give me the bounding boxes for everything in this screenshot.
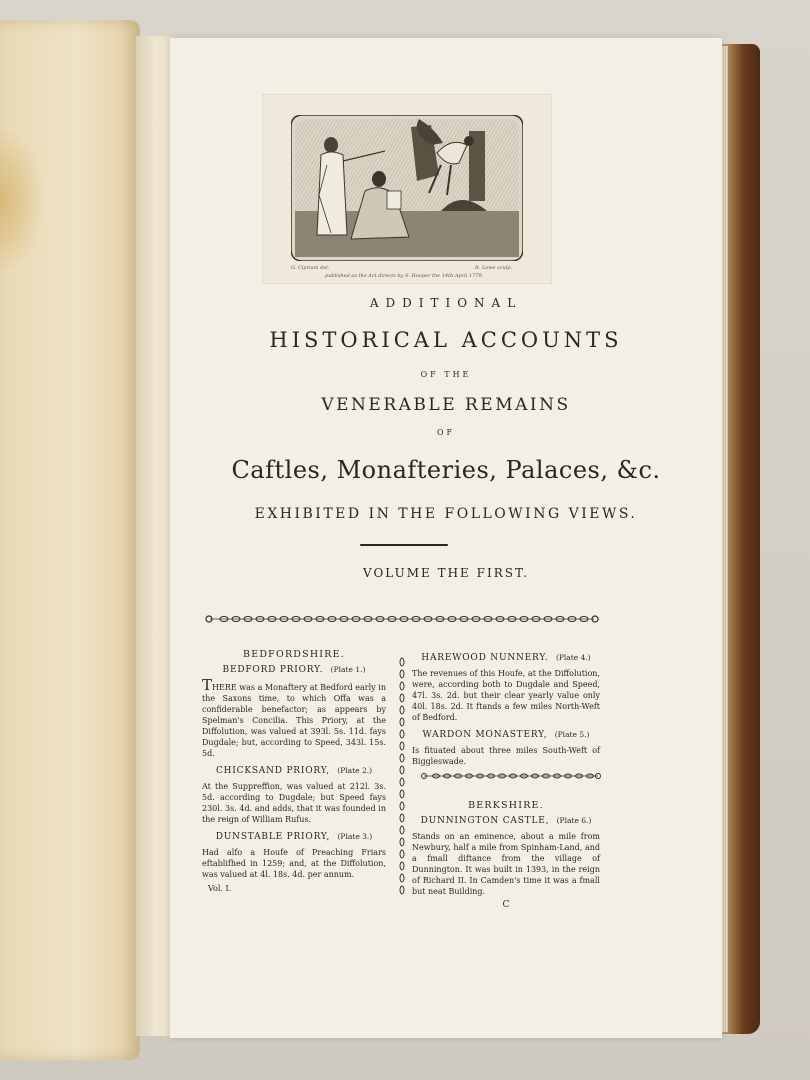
bedford-priory-title: BEDFORD PRIORY. [222,665,324,675]
title-venerable-remains: VENERABLE REMAINS [321,395,571,415]
wardon-monastery-title: WARDON MONASTERY, [422,730,548,740]
dunnington-castle-text: Stands on an eminence, about a mile from Newbury, half a mile from Spinham-Land, and a fmall diftance from the village of Dunnington. It was built in 1393, in the reign of Richard II. In Camden's time it was a fmall but neat Building. [412,832,600,896]
title-additional: ADDITIONAL [369,296,523,310]
dunstable-priory-title: DUNSTABLE PRIORY, [215,832,331,842]
bedford-plate-ref: (Plate 1.) [330,665,366,674]
publication-credit: published as the Act directs by S. Hooper the 14th April 1779. [325,273,484,279]
bedford-priory-heading [202,664,386,676]
title-of: OF [436,428,456,437]
drop-initial: T [202,676,213,694]
wardon-monastery-heading [412,729,600,741]
chicksand-priory-text: At the Suppreffion, was valued at 212l. 3s. 5d. according to Dugdale; but Speed fays 230l. 3s. 4d. and adds, that it was founded in the reign of William Rufus. [202,782,386,824]
dunstable-priory-heading [202,831,386,843]
dunnington-castle-title: DUNNINGTON CASTLE, [420,816,550,826]
volume-footer: Vol. I. [208,884,232,893]
harewood-nunnery-text: The revenues of this Houfe, at the Diffolution, were, according both to Dugdale and Speed, 47l. 3s. 2d. but their clear yearly value only 40l. 18s. 2d. It ftands a few miles North-Weft of Bedford. [412,669,600,722]
right-text-column [412,652,600,911]
title-page [170,38,722,1038]
column-divider-chain [399,656,405,896]
paper-stain [0,130,42,270]
dunstable-plate-ref: (Plate 3.) [337,832,373,841]
dunnington-castle-heading [412,815,600,827]
dunnington-plate-ref: (Plate 6.) [556,816,592,825]
left-text-column [202,649,386,894]
engraver-credit: R. Lowe sculp. [475,265,513,271]
signature-mark: C [502,900,510,910]
county-berkshire: BERKSHIRE. [468,800,544,811]
title-rule [360,544,448,546]
harewood-nunnery-heading [412,652,600,664]
bedford-priory-body: HERE was a Monaftery at Bedford early in the Saxons time, to which Offa was a confiderable benefactor; as appears by Spelman's Concilia. This Priory, at the Diffolution, was valued at 393l. 5s. 11d. fays Dugdale; but, according to Speed, 343l. 15s. 5d. [202,683,386,758]
harewood-plate-ref: (Plate 4.) [555,653,591,662]
title-exhibited: EXHIBITED IN THE FOLLOWING VIEWS. [254,506,638,522]
title-of-the: OF THE [420,370,472,379]
chicksand-plate-ref: (Plate 2.) [337,766,373,775]
engraving-plate [262,94,552,284]
section-chain-ornament [420,772,602,780]
harewood-nunnery-title: HAREWOOD NUNNERY. [421,653,549,663]
engraving-illustration [291,115,523,261]
wardon-monastery-text: Is fituated about three miles South-Weft of Biggleswade. [412,746,600,766]
county-bedfordshire: BEDFORDSHIRE. [243,649,345,660]
dunstable-priory-text: Had alfo a Houfe of Preaching Friars eftablifhed in 1259; and, at the Diffolution, was valued at 4l. 18s. 4d. per annum. [202,848,386,879]
title-historical-accounts: HISTORICAL ACCOUNTS [269,328,623,352]
volume-label: VOLUME THE FIRST. [363,566,529,580]
chicksand-priory-heading [202,765,386,777]
chicksand-priory-title: CHICKSAND PRIORY, [215,766,330,776]
left-page [0,20,140,1060]
artist-credit: G. Cipriani del. [291,265,330,271]
chain-ornament [204,614,600,624]
title-castles: Caftles, Monafteries, Palaces, &c. [231,456,661,484]
bedford-priory-text [202,676,386,759]
wardon-plate-ref: (Plate 5.) [554,730,590,739]
